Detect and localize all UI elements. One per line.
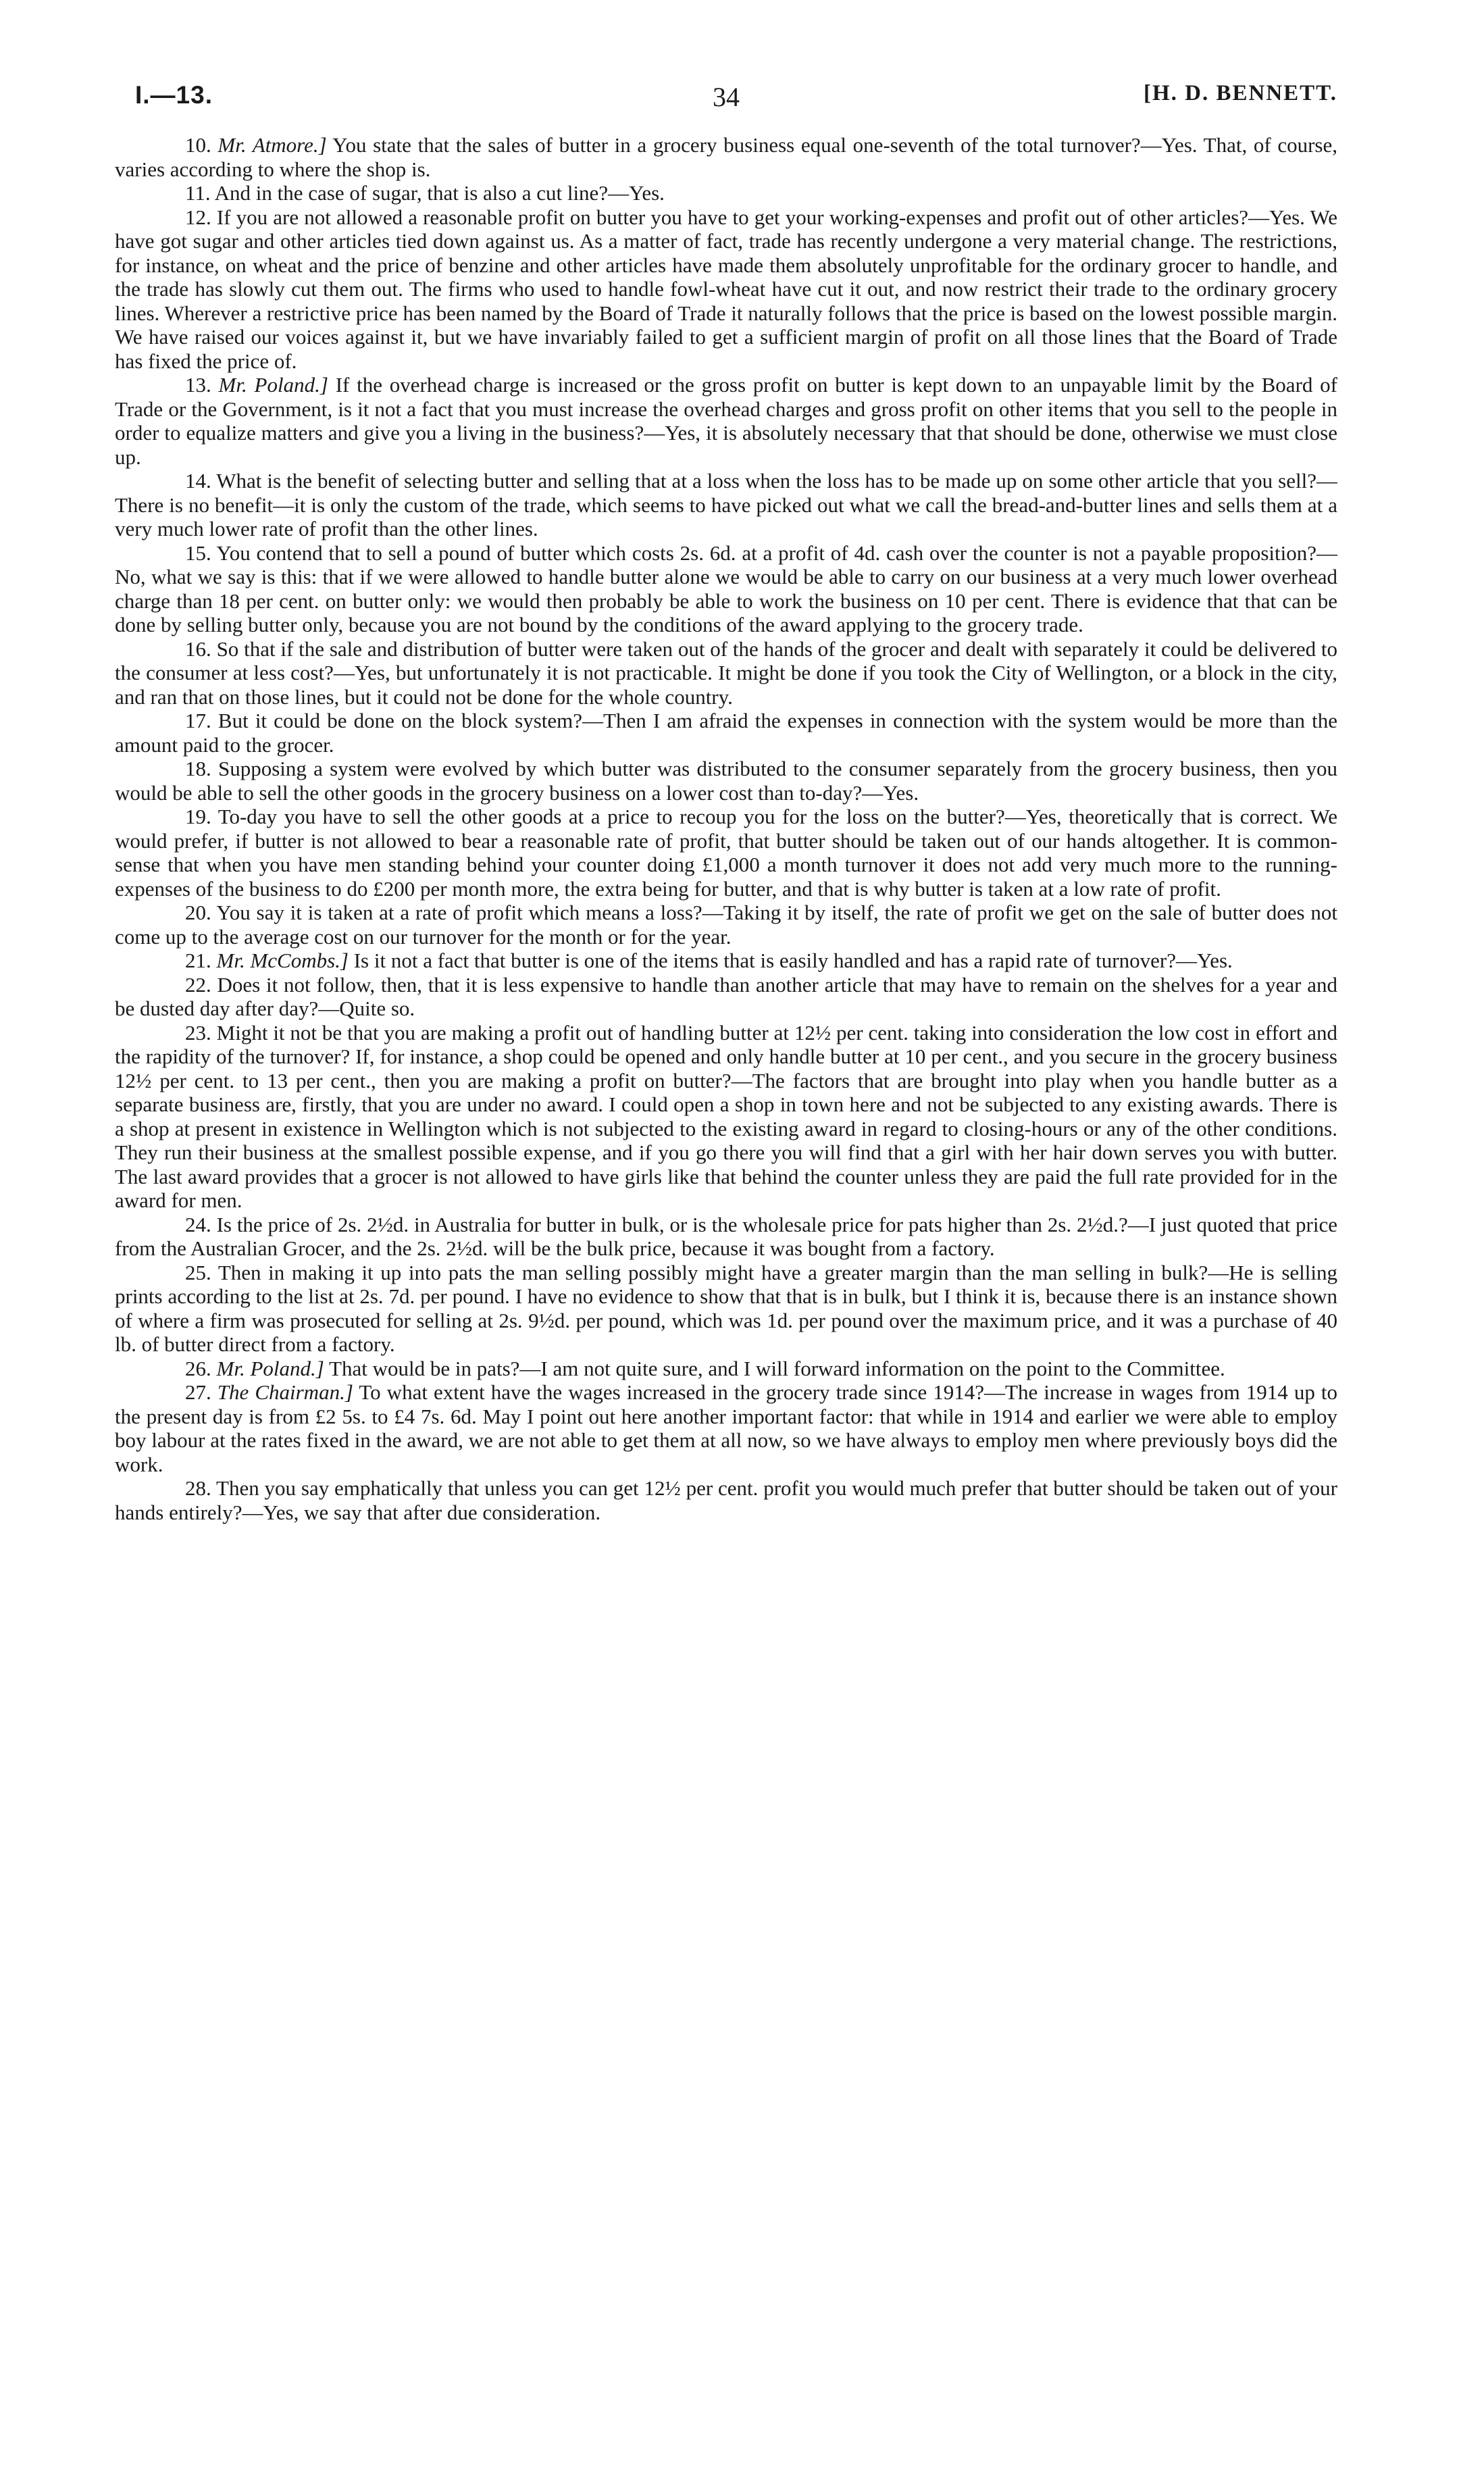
document-page: [115, 64, 1337, 2415]
paragraph-number: 27.: [185, 1380, 211, 1404]
paragraph: [115, 1021, 1337, 1213]
paragraph-text: You contend that to sell a pound of butter which costs 2s. 6d. at a profit of 4d. cash over the counter is not a payable proposition?—No, what we say is this: that if we were allowed to handle butter alone we would be able to carry on our business at a very much lower overhead charge than 18 per cent. on butter only: we would then probably be able to work the business on 10 per cent. There is evidence that that can be done by selling butter only, because you are not bound by the conditions of the award applying to the grocery trade.: [115, 540, 1337, 636]
paragraph: [115, 181, 1337, 205]
paragraph-number: 13.: [185, 373, 211, 397]
paragraph: [115, 1213, 1337, 1261]
paragraph-number: 25.: [185, 1260, 211, 1284]
paragraph-text: And in the case of sugar, that is also a cut line?—Yes.: [214, 181, 665, 205]
speaker: Mr. Atmore.]: [218, 133, 327, 157]
paragraph: [115, 469, 1337, 541]
paragraph: [115, 373, 1337, 469]
report-reference: I.—13.: [135, 81, 213, 109]
paragraph-text: Then in making it up into pats the man selling possibly might have a greater margin than the man selling in bulk?—He is selling prints according to the list at 2s. 7d. per pound. I have no evidence to show that that is in bulk, but I think it is, because there is an instance shown of where a firm was prosecuted for selling at 2s. 9½d. per pound, which was 1d. per pound over the maximum price, and it was a purchase of 40 lb. of butter direct from a factory.: [115, 1260, 1337, 1356]
speaker: Mr. Poland.]: [216, 1356, 324, 1380]
paragraph-text: If you are not allowed a reasonable profit on butter you have to get your working-expenses and profit out of other articles?—Yes. We have got sugar and other articles tied down against us. As a matter of fact, trade has recently undergone a very material change. The restrictions, for instance, on wheat and the price of benzine and other articles have made them absolutely unprofitable for the ordinary grocer to handle, and the trade has slowly cut them out. The firms who used to handle fowl-wheat have cut it out, and now restrict their trade to the ordinary grocery lines. Wherever a restrictive price has been named by the Board of Trade it naturally follows that the price is based on the lowest possible margin. We have raised our voices against it, but we have invariably failed to get a sufficient margin of profit on all those lines that the Board of Trade has fixed the price of.: [115, 205, 1337, 373]
paragraph-text: You state that the sales of butter in a grocery business equal one-seventh of the total turnover?—Yes. That, of course, varies according to where the shop is.: [115, 133, 1337, 181]
paragraph-text: That would be in pats?—I am not quite sure, and I will forward information on the point to the Committee.: [329, 1356, 1225, 1380]
paragraph-number: 18.: [185, 757, 211, 780]
paragraph: [115, 805, 1337, 901]
paragraph: [115, 757, 1337, 805]
paragraph-text: To what extent have the wages increased in the grocery trade since 1914?—The increase in wages from 1914 up to the present day is from £2 5s. to £4 7s. 6d. May I point out here another important factor: that while in 1914 and earlier we were able to employ boy labour at the rates fixed in the award, we are not able to get them at all now, so we have always to employ men where previously boys did the work.: [115, 1380, 1337, 1476]
page-header: [115, 64, 1337, 118]
paragraph-number: 17.: [185, 709, 211, 732]
paragraph-text: But it could be done on the block system?—Then I am afraid the expenses in connection with the system would be more than the amount paid to the grocer.: [115, 709, 1337, 757]
speaker: Mr. Poland.]: [218, 373, 328, 397]
paragraph-number: 22.: [185, 972, 211, 997]
paragraph-text: Does it not follow, then, that it is less expensive to handle than another article that may have to remain on the shelves for a year and be dusted day after day?—Quite so.: [115, 972, 1337, 1020]
paragraph-number: 10.: [185, 133, 211, 157]
paragraph-text: So that if the sale and distribution of butter were taken out of the hands of the grocer and dealt with separately it could be delivered to the consumer at less cost?—Yes, but unfortunately it is not practicable. It might be done if you took the City of Wellington, or a block in the city, and ran that on those lines, but it could not be done for the whole country.: [115, 636, 1337, 709]
paragraph-text: To-day you have to sell the other goods at a price to recoup you for the loss on the butter?—Yes, theoretically that is correct. We would prefer, if butter is not allowed to bear a reasonable rate of profit, that butter should be taken out of our hands altogether. It is common-sense that when you have men standing behind your counter doing £1,000 a month turnover it does not add very much more to the running-expenses of the business to do £200 per month more, the extra being for butter, and that is why butter is taken at a low rate of profit.: [115, 805, 1337, 901]
paragraph: [115, 901, 1337, 949]
paragraph: [115, 133, 1337, 181]
paragraph: [115, 1380, 1337, 1476]
paragraph: [115, 1357, 1337, 1381]
paragraph: [115, 973, 1337, 1021]
paragraph-number: 21.: [185, 949, 211, 972]
witness-name: [H. D. BENNETT.: [1143, 81, 1337, 105]
paragraph: [115, 949, 1337, 973]
paragraph-number: 20.: [185, 901, 211, 924]
paragraph: [115, 1476, 1337, 1524]
paragraph: [115, 709, 1337, 757]
paragraph-text: If the overhead charge is increased or the gross profit on butter is kept down to an unpayable limit by the Board of Trade or the Government, is it not a fact that you must increase the overhead charges and gross profit on other items that you sell to the people in order to equalize matters and give you a living in the business?—Yes, it is absolutely necessary that that should be done, otherwise we must close up.: [115, 373, 1337, 469]
speaker: The Chairman.]: [217, 1380, 353, 1404]
speaker: Mr. McCombs.]: [216, 949, 349, 972]
paragraph-number: 15.: [185, 540, 211, 565]
paragraph-number: 12.: [185, 205, 211, 229]
paragraph-text: Might it not be that you are making a profit out of handling butter at 12½ per cent. taking into consideration the low cost in effort and the rapidity of the turnover? If, for instance, a shop could be opened and only handle butter at 10 per cent., and you secure in the grocery business 12½ per cent. to 13 per cent., then you are making a profit on butter?—The factors that are brought into play when you handle butter as a separate business are, firstly, that you are under no award. I could open a shop in town here and not be subjected to any existing awards. There is a shop at present in existence in Wellington which is not subjected to the existing award in regard to closing-hours or any of the other conditions. They run their business at the smallest possible expense, and if you go there you will find that a girl with her hair down serves you with butter. The last award provides that a grocer is not allowed to have girls like that behind the counter unless they are paid the full rate provided for in the award for men.: [115, 1020, 1337, 1212]
paragraph-number: 11.: [185, 181, 211, 205]
paragraph-number: 28.: [185, 1476, 211, 1500]
paragraph-text: Is it not a fact that butter is one of the items that is easily handled and has a rapid rate of turnover?—Yes.: [353, 949, 1233, 972]
page-number: 34: [713, 82, 740, 112]
paragraph-number: 16.: [185, 636, 211, 661]
paragraph: [115, 541, 1337, 637]
paragraph-text: Then you say emphatically that unless you can get 12½ per cent. profit you would much prefer that butter should be taken out of your hands entirely?—Yes, we say that after due consideration.: [115, 1476, 1337, 1524]
document-body: [115, 133, 1337, 1524]
paragraph-text: What is the benefit of selecting butter and selling that at a loss when the loss has to be made up on some other article that you sell?—There is no benefit—it is only the custom of the trade, which seems to have picked out what we call the bread-and-butter lines and sells them at a very much lower rate of profit than the other lines.: [115, 469, 1337, 540]
paragraph-text: You say it is taken at a rate of profit which means a loss?—Taking it by itself, the rate of profit we get on the sale of butter does not come up to the average cost on our turnover for the month or for the year.: [115, 901, 1337, 949]
paragraph: [115, 205, 1337, 374]
paragraph-number: 23.: [185, 1020, 211, 1045]
paragraph: [115, 637, 1337, 709]
paragraph-number: 26.: [185, 1356, 211, 1380]
paragraph: [115, 1261, 1337, 1357]
paragraph-text: Supposing a system were evolved by which butter was distributed to the consumer separately from the grocery business, then you would be able to sell the other goods in the grocery business on a lower cost than to-day?—Yes.: [115, 757, 1337, 805]
paragraph-number: 24.: [185, 1212, 211, 1236]
paragraph-number: 19.: [185, 805, 211, 828]
paragraph-text: Is the price of 2s. 2½d. in Australia for butter in bulk, or is the wholesale price for pats higher than 2s. 2½d.?—I just quoted that price from the Australian Grocer, and the 2s. 2½d. will be the bulk price, because it was bought from a factory.: [115, 1212, 1337, 1260]
paragraph-number: 14.: [185, 469, 211, 493]
